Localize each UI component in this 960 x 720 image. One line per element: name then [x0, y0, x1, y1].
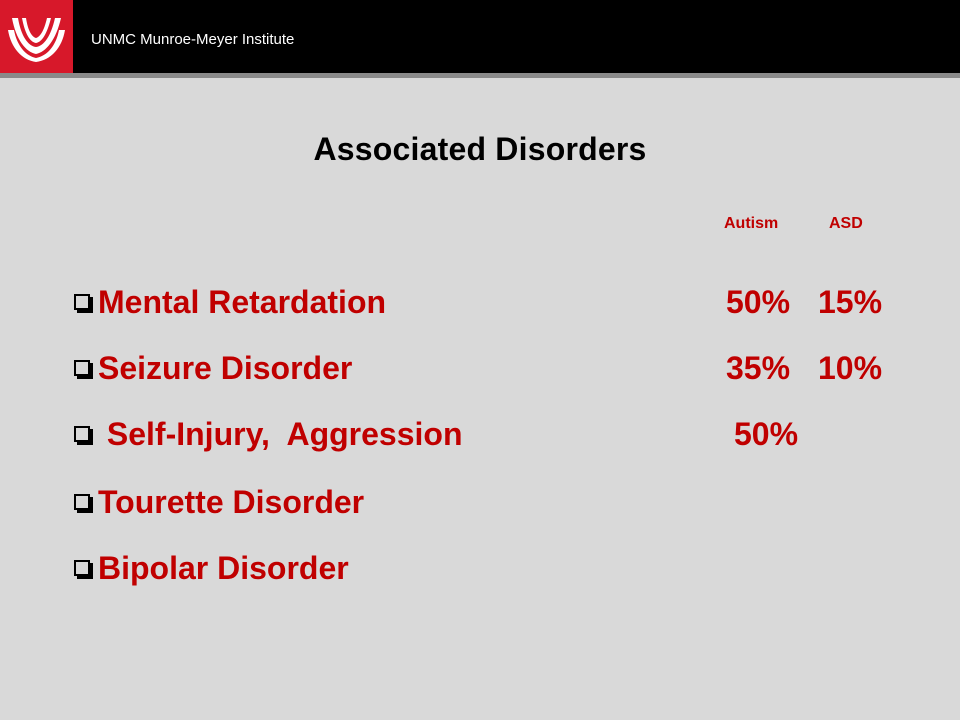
disorder-label: Self-Injury, Aggression	[98, 416, 463, 452]
checkbox-bullet-icon	[72, 358, 94, 380]
autism-value: 35%	[726, 350, 791, 386]
autism-value: 50%	[734, 416, 799, 452]
list-item	[72, 412, 463, 456]
disorder-label: Seizure Disorder	[98, 350, 353, 386]
checkbox-bullet-icon	[72, 424, 94, 446]
disorder-label: Tourette Disorder	[98, 484, 365, 520]
asd-value: 10%	[818, 350, 883, 386]
disorder-label: Mental Retardation	[98, 284, 387, 320]
unmc-logo-icon	[0, 0, 73, 73]
checkbox-bullet-icon	[72, 492, 94, 514]
list-item	[72, 546, 349, 590]
list-item	[72, 480, 364, 524]
disorder-label: Bipolar Disorder	[98, 550, 349, 586]
checkbox-bullet-icon	[72, 558, 94, 580]
slide-title: Associated Disorders	[313, 131, 647, 167]
institute-name: UNMC Munroe-Meyer Institute	[91, 31, 295, 48]
header-bar	[0, 0, 960, 73]
column-header-autism: Autism	[724, 215, 779, 232]
asd-value: 15%	[818, 284, 883, 320]
list-item	[72, 280, 386, 324]
list-item	[72, 346, 352, 390]
checkbox-bullet-icon	[72, 292, 94, 314]
header-divider	[0, 73, 960, 78]
column-header-asd: ASD	[829, 215, 863, 232]
autism-value: 50%	[726, 284, 791, 320]
